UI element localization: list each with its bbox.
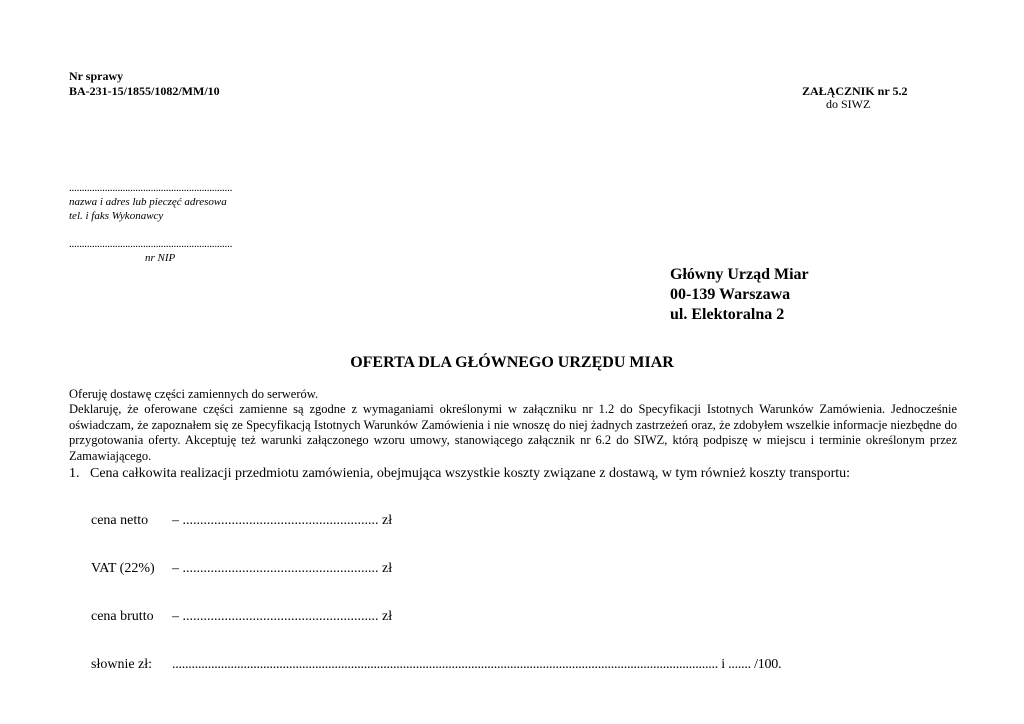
annex-label: ZAŁĄCZNIK nr 5.2 bbox=[802, 84, 908, 98]
item-text: Cena całkowita realizacji przedmiotu zamówienia, obejmująca wszystkie koszty związane z dostawą, w tym również koszty transportu: bbox=[90, 466, 851, 481]
gross-price-field: – ........................................................ zł bbox=[172, 609, 393, 624]
gross-price-label: cena brutto bbox=[91, 609, 154, 624]
amount-in-words-label: słownie zł: bbox=[91, 657, 153, 672]
recipient-name: Główny Urząd Miar bbox=[670, 266, 809, 283]
recipient-postal: 00-139 Warszawa bbox=[670, 286, 791, 303]
net-price-field: – ........................................................ zł bbox=[172, 513, 393, 528]
annex-sub: do SIWZ bbox=[826, 97, 871, 111]
net-price-label: cena netto bbox=[91, 513, 149, 528]
document-title: OFERTA DLA GŁÓWNEGO URZĘDU MIAR bbox=[350, 354, 674, 371]
vat-field: – ........................................................ zł bbox=[172, 561, 393, 576]
case-number: BA-231-15/1855/1082/MM/10 bbox=[69, 84, 220, 98]
contractor-dots-line: ................................................................ bbox=[69, 182, 233, 194]
offer-line: Oferuję dostawę części zamiennych do serwerów. bbox=[69, 387, 319, 401]
contractor-name-label: nazwa i adres lub pieczęć adresowa bbox=[69, 196, 227, 208]
amount-in-words-field: ........................................................................................................................................................................ i ....... /100. bbox=[172, 657, 782, 672]
case-label: Nr sprawy bbox=[69, 69, 124, 83]
declaration-paragraph: Deklaruję, że oferowane części zamienne są zgodne z wymaganiami określonymi w załączniku nr 1.2 do Specyfikacji Istotnych Warunków Zamówienia. Jednocześnie oświadczam, że zapoznałem się ze Specyfikacją Istotnych Warunków Zamówienia i nie wnoszę do niej żadnych zastrzeżeń oraz, że zdobyłem wszelkie informacje niezbędne do przygotowania oferty. Akceptuję też warunki załączonego wzoru umowy, stanowiącego załącznik nr 6.2 do SIWZ, którą podpiszę w miejscu i terminie określonym przez Zamawiającego. bbox=[69, 402, 957, 463]
contractor-phone-label: tel. i faks Wykonawcy bbox=[69, 210, 164, 222]
vat-label: VAT (22%) bbox=[91, 561, 155, 576]
recipient-street: ul. Elektoralna 2 bbox=[670, 306, 785, 323]
nip-dots-line: ................................................................ bbox=[69, 238, 233, 250]
item-number: 1. bbox=[69, 466, 80, 481]
nip-label: nr NIP bbox=[145, 252, 176, 264]
